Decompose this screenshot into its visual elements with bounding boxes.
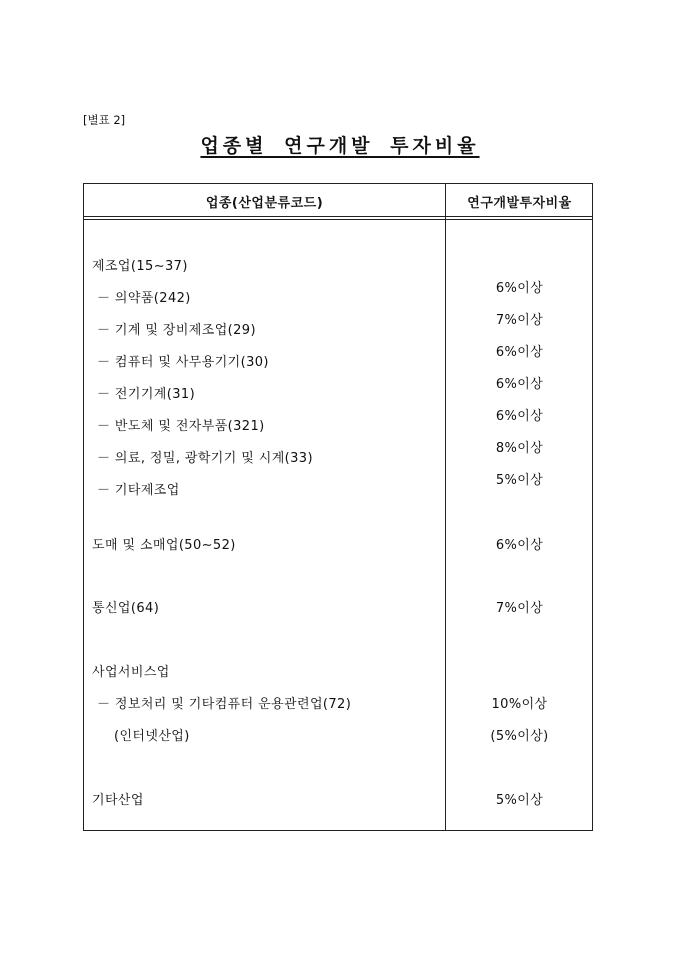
industry-semiconductors: － 반도체 및 전자부품(321) <box>97 419 265 434</box>
industry-pharmaceuticals: － 의약품(242) <box>97 291 191 306</box>
ratio-pharmaceuticals: 6%이상 <box>495 281 544 296</box>
industry-wholesale-retail: 도매 및 소매업(50∼52) <box>92 538 236 553</box>
industry-electrical: － 전기기계(31) <box>97 387 196 402</box>
header-industry: 업종(산업분류코드) <box>205 196 324 211</box>
document-title-text: 업종별 연구개발 투자비율 <box>200 135 480 157</box>
header-ratio: 연구개발투자비율 <box>467 196 572 211</box>
header-double-rule <box>84 216 592 220</box>
ratio-other: 5%이상 <box>495 793 544 808</box>
ratio-information-processing: 10%이상 <box>491 697 548 712</box>
ratio-medical-precision: 8%이상 <box>495 441 544 456</box>
ratio-wholesale-retail: 6%이상 <box>495 538 544 553</box>
industry-other-manufacturing: － 기타제조업 <box>97 483 180 498</box>
ratio-semiconductors: 6%이상 <box>495 409 544 424</box>
industry-telecom: 통신업(64) <box>92 601 160 616</box>
industry-machinery: － 기계 및 장비제조업(29) <box>97 323 256 338</box>
industry-internet: (인터넷산업) <box>114 729 190 744</box>
annex-label: [별표 2] <box>83 113 126 127</box>
industry-manufacturing: 제조업(15∼37) <box>92 259 188 274</box>
industry-computers: － 컴퓨터 및 사무용기기(30) <box>97 355 269 370</box>
industry-other: 기타산업 <box>92 793 144 808</box>
ratio-computers: 6%이상 <box>495 345 544 360</box>
ratio-other-manufacturing: 5%이상 <box>495 473 544 488</box>
ratio-telecom: 7%이상 <box>495 601 544 616</box>
investment-ratio-table <box>83 183 593 831</box>
industry-business-services: 사업서비스업 <box>92 665 170 680</box>
industry-medical-precision: － 의료, 정밀, 광학기기 및 시계(33) <box>97 451 313 466</box>
ratio-internet: (5%이상) <box>490 729 549 744</box>
ratio-electrical: 6%이상 <box>495 377 544 392</box>
document-title <box>0 131 680 158</box>
industry-information-processing: － 정보처리 및 기타컴퓨터 운용관련업(72) <box>97 697 352 712</box>
ratio-machinery: 7%이상 <box>495 313 544 328</box>
